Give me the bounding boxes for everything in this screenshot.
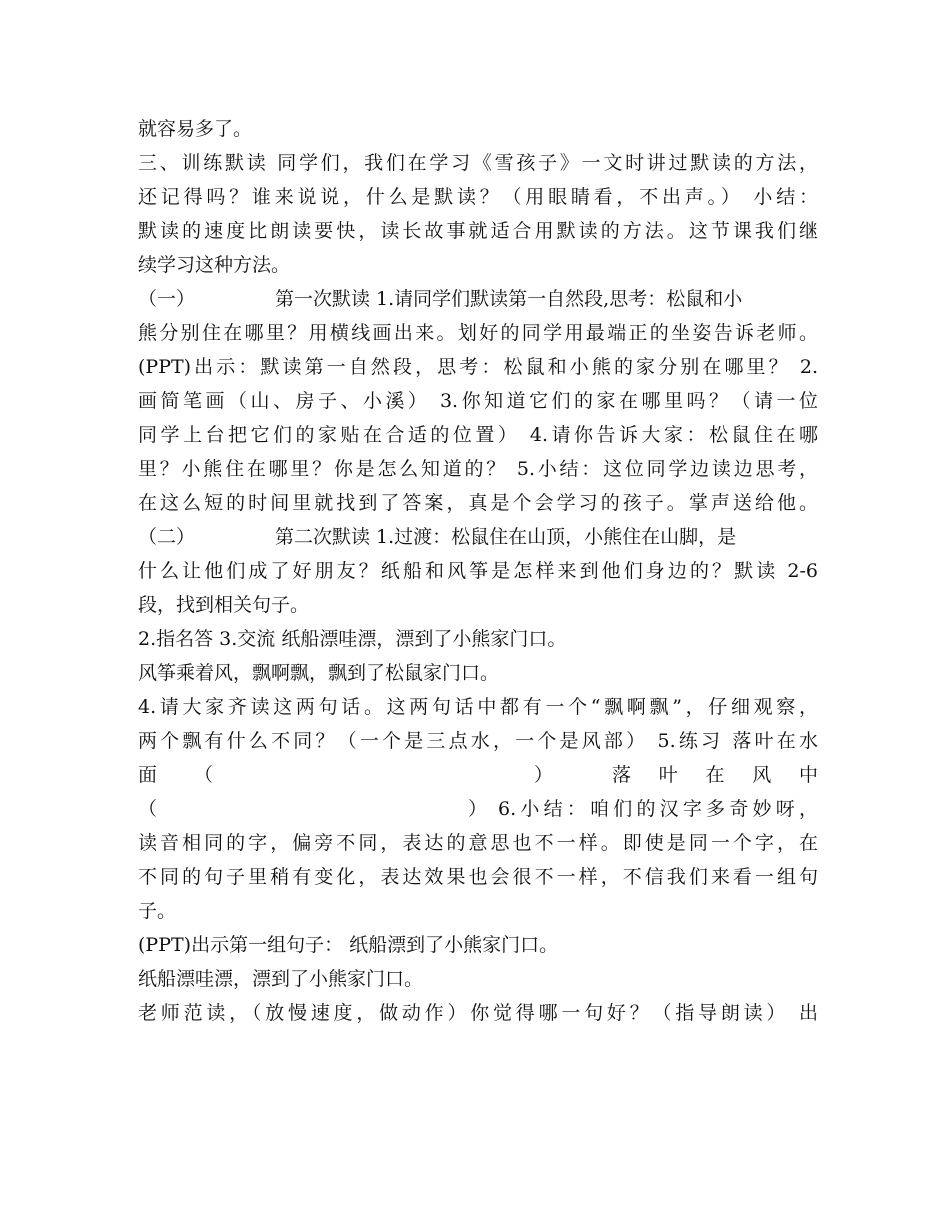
close-paren: ） xyxy=(468,798,488,820)
text-line: 子。 xyxy=(138,900,177,922)
section-marker: （二） xyxy=(138,526,196,548)
text-line: 什么让他们成了好朋友？纸船和风筝是怎样来到他们身边的？默读 2-6 xyxy=(138,560,818,582)
section-text: 第二次默读 1.过渡：松鼠住在山顶，小熊住在山脚，是 xyxy=(275,526,737,548)
text-line: 纸船漂哇漂，漂到了小熊家门口。 xyxy=(138,968,424,990)
open-paren: （ xyxy=(194,764,214,786)
section-text: 第一次默读 1.请同学们默读第一自然段,思考：松鼠和小 xyxy=(275,288,743,310)
text-line: 两个飘有什么不同？（一个是三点水，一个是风部） 5.练习 落叶在水 xyxy=(138,730,818,752)
text-line: (PPT)出示：默读第一自然段，思考：松鼠和小熊的家分别在哪里？ 2. xyxy=(138,356,818,378)
text-line: 默读的速度比朗读要快，读长故事就适合用默读的方法。这节课我们继 xyxy=(138,220,818,242)
text-line: 画简笔画（山、房子、小溪） 3.你知道它们的家在哪里吗？（请一位 xyxy=(138,390,818,412)
text-line: 熊分别住在哪里？用横线画出来。划好的同学用最端正的坐姿告诉老师。 xyxy=(138,322,818,344)
close-paren: ） xyxy=(534,764,554,786)
text-line xyxy=(138,282,818,316)
blank-line xyxy=(138,758,818,792)
text-line: 同学上台把它们的家贴在合适的位置） 4.请你告诉大家：松鼠住在哪 xyxy=(138,424,818,446)
text-line xyxy=(138,520,818,554)
blank-line xyxy=(138,792,818,826)
blank-phrase: 落 叶 在 风 中 xyxy=(612,764,818,786)
open-paren: （ xyxy=(138,798,158,820)
text-line: 还记得吗？谁来说说，什么是默读？（用眼睛看，不出声。） 小结： xyxy=(138,186,818,208)
text-line: 续学习这种方法。 xyxy=(138,254,291,276)
text-line: 就容易多了。 xyxy=(138,118,253,140)
text-line: 段，找到相关句子。 xyxy=(138,594,310,616)
text-line: 不同的句子里稍有变化，表达效果也会很不一样，不信我们来看一组句 xyxy=(138,866,818,888)
text-line: 2.指名答 3.交流 纸船漂哇漂，漂到了小熊家门口。 xyxy=(138,628,567,650)
text-line: 老师范读，（放慢速度，做动作）你觉得哪一句好？（指导朗读） 出 xyxy=(138,1002,818,1024)
text-line: 读音相同的字，偏旁不同，表达的意思也不一样。即使是同一个字，在 xyxy=(138,832,818,854)
text-line: 风筝乘着风，飘啊飘，飘到了松鼠家门口。 xyxy=(138,662,500,684)
text-line: 里？小熊住在哪里？你是怎么知道的？ 5.小结：这位同学边读边思考， xyxy=(138,458,818,480)
blank-summary: 6.小结：咱们的汉字多奇妙呀， xyxy=(498,798,818,820)
text-line: 三、训练默读 同学们，我们在学习《雪孩子》一文时讲过默读的方法， xyxy=(138,152,818,174)
blank-prefix: 面 xyxy=(138,764,158,786)
text-line: 4.请大家齐读这两句话。这两句话中都有一个“飘啊飘”，仔细观察， xyxy=(138,696,818,718)
text-line: 在这么短的时间里就找到了答案，真是个会学习的孩子。掌声送给他。 xyxy=(138,492,818,514)
text-line: (PPT)出示第一组句子： 纸船漂到了小熊家门口。 xyxy=(138,934,559,956)
section-marker: （一） xyxy=(138,288,196,310)
